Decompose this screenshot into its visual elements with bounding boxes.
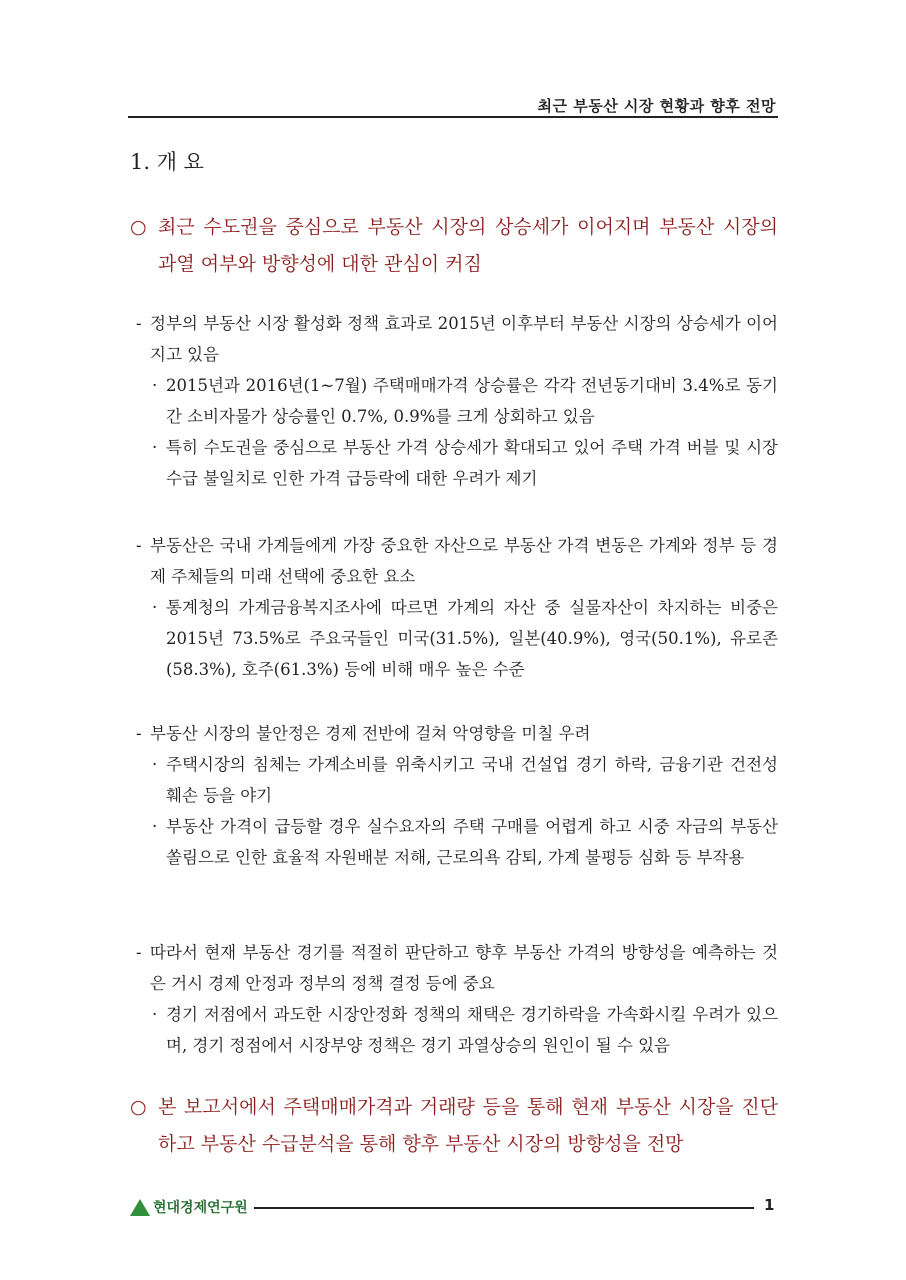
summary-text: 본 보고서에서 주택매매가격과 거래량 등을 통해 현재 부동산 시장을 진단하고 부동산 수급분석을 통해 향후 부동산 시장의 방향성을 전망 [158, 1096, 778, 1155]
sub-bullet-item [136, 592, 778, 685]
point-block-2 [136, 530, 778, 685]
sub-bullet-item [136, 811, 778, 873]
sub-bullet-text: 주택시장의 침체는 가계소비를 위축시키고 국내 건설업 경기 하락, 금융기관 건전성 훼손 등을 야기 [166, 755, 778, 805]
dot-bullet-icon: · [152, 755, 158, 774]
dash-marker: - [136, 724, 142, 743]
dash-item [136, 937, 778, 999]
sub-bullet-text: 통계청의 가계금융복지조사에 따르면 가계의 자산 중 실물자산이 차지하는 비중은 2015년 73.5%로 주요국들인 미국(31.5%), 일본(40.9%), 영국(50.1%), 유로존(58.3%), 호주(61.3%) 등에 비해 매우 높은 수준 [166, 598, 778, 679]
dash-item-text: 따라서 현재 부동산 경기를 적절히 판단하고 향후 부동산 가격의 방향성을 예측하는 것은 거시 경제 안정과 정부의 정책 결정 등에 중요 [150, 943, 778, 993]
sub-bullet-text: 특히 수도권을 중심으로 부동산 가격 상승세가 확대되고 있어 주택 가격 버블 및 시장 수급 불일치로 인한 가격 급등락에 대한 우려가 제기 [166, 438, 778, 488]
sub-bullet-item [136, 370, 778, 432]
running-header: 최근 부동산 시장 현황과 향후 전망 [537, 97, 776, 115]
dash-item [136, 308, 778, 370]
dash-item-text: 부동산 시장의 불안정은 경제 전반에 걸쳐 악영향을 미칠 우려 [150, 724, 591, 743]
dot-bullet-icon: · [152, 438, 158, 457]
header-rule [128, 116, 778, 118]
sub-bullet-item [136, 749, 778, 811]
footer-rule [254, 1207, 754, 1209]
dash-item-text: 정부의 부동산 시장 활성화 정책 효과로 2015년 이후부터 부동산 시장의 상승세가 이어지고 있음 [150, 314, 778, 364]
dot-bullet-icon: · [152, 1005, 158, 1024]
dash-item-text: 부동산은 국내 가계들에게 가장 중요한 자산으로 부동산 가격 변동은 가계와 정부 등 경제 주체들의 미래 선택에 중요한 요소 [150, 536, 778, 586]
sub-bullet-text: 부동산 가격이 급등할 경우 실수요자의 주택 구매를 어렵게 하고 시중 자금의 부동산 쏠림으로 인한 효율적 자원배분 저해, 근로의욕 감퇴, 가계 불평등 심화 등 부작용 [166, 817, 778, 867]
org-name: 현대경제연구원 [153, 1200, 248, 1216]
dot-bullet-icon: · [152, 598, 158, 617]
summary-point-1 [130, 209, 778, 283]
dash-marker: - [136, 943, 142, 962]
triangle-logo-icon [130, 1199, 150, 1216]
sub-bullet-text: 2015년과 2016년(1~7월) 주택매매가격 상승률은 각각 전년동기대비 3.4%로 동기간 소비자물가 상승률인 0.7%, 0.9%를 크게 상회하고 있음 [166, 376, 778, 426]
sub-bullet-item [136, 432, 778, 494]
sub-bullet-text: 경기 저점에서 과도한 시장안정화 정책의 채택은 경기하락을 가속화시킬 우려가 있으며, 경기 정점에서 시장부양 정책은 경기 과열상승의 원인이 될 수 있음 [166, 1005, 778, 1055]
dash-marker: - [136, 536, 142, 555]
dash-item [136, 530, 778, 592]
summary-text: 최근 수도권을 중심으로 부동산 시장의 상승세가 이어지며 부동산 시장의 과열 여부와 방향성에 대한 관심이 커짐 [158, 216, 778, 275]
sub-bullet-item [136, 999, 778, 1061]
circle-bullet-icon: ○ [130, 1096, 147, 1118]
point-block-1 [136, 308, 778, 494]
dot-bullet-icon: · [152, 376, 158, 395]
dot-bullet-icon: · [152, 817, 158, 836]
summary-point-2 [130, 1089, 778, 1163]
circle-bullet-icon: ○ [130, 216, 147, 238]
section-title: 1. 개 요 [130, 150, 204, 174]
org-logo [130, 1197, 248, 1217]
page-number: 1 [764, 1196, 775, 1214]
point-block-3 [136, 718, 778, 873]
dash-item [136, 718, 778, 749]
point-block-4 [136, 937, 778, 1061]
dash-marker: - [136, 314, 142, 333]
